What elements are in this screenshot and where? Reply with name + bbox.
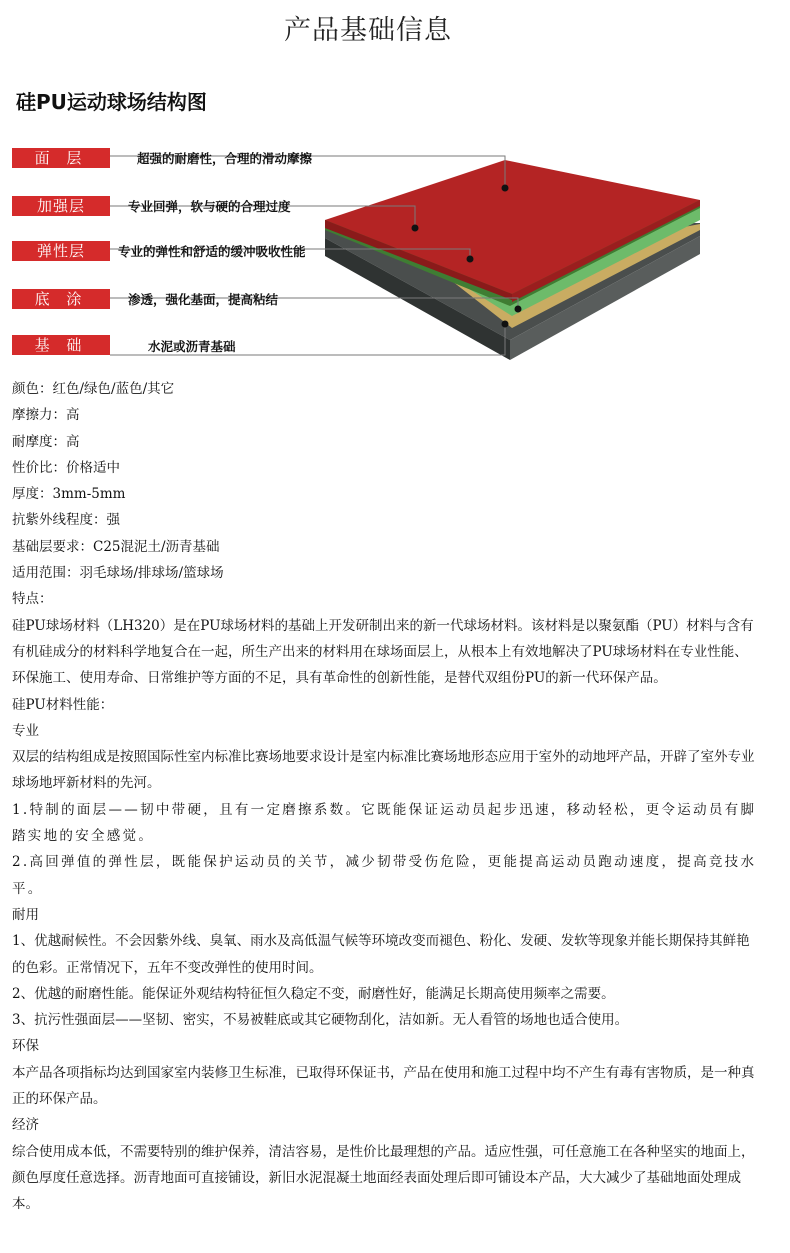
layer-label-primer: 底 涂 (12, 289, 110, 309)
features-intro: 硅PU球场材料（LH320）是在PU球场材料的基础上开发研制出来的新一代球场材料。该材料是以聚氨酯（PU）材料与含有有机硅成分的材料科学地复合在一起，所生产出来的材料用在球场面层上，从根本上有效地解决了PU球场材料在专业性能、环保施工、使用寿命、日常维护等方面的不足，具有革命性的创新性能，是替代双组份PU的新一代环保产品。 (12, 617, 754, 687)
durable-item-2: 2、优越的耐磨性能。能保证外观结构特征恒久稳定不变，耐磨性好，能满足长期高使用频率之需要。 (12, 985, 615, 1002)
professional-heading: 专业 (12, 722, 39, 739)
spec-friction: 摩擦力：高 (12, 407, 80, 424)
product-description (12, 376, 757, 1218)
layer-desc-elastic: 专业的弹性和舒适的缓冲吸收性能 (118, 244, 306, 259)
layer-desc-surface: 超强的耐磨性，合理的滑动摩擦 (137, 151, 313, 166)
spec-wear: 耐摩度：高 (12, 433, 80, 450)
professional-item-1: 1.特制的面层——韧中带硬，且有一定磨擦系数。它既能保证运动员起步迅速，移动轻松，更令运动员有脚踏实地的安全感觉。 (12, 801, 757, 845)
layer-label-base: 基 础 (12, 335, 110, 355)
spec-uv: 抗紫外线程度：强 (12, 512, 120, 529)
layer-label-reinforcement: 加强层 (12, 196, 110, 216)
economy-heading: 经济 (12, 1117, 39, 1134)
layer-label-surface: 面 层 (12, 148, 110, 168)
professional-item-2: 2.高回弹值的弹性层，既能保护运动员的关节，减少韧带受伤危险，更能提高运动员跑动速度，提高竞技水平。 (12, 854, 757, 897)
economy-text: 综合使用成本低，不需要特别的维护保养，清洁容易，是性价比最理想的产品。适应性强，可任意施工在各种坚实的地面上，颜色厚度任意选择。沥青地面可直接铺设，新旧水泥混凝土地面经表面处理后即可铺设本产品，大大减少了基础地面处理成本。 (12, 1143, 755, 1213)
spec-color: 颜色：红色/绿色/蓝色/其它 (12, 381, 175, 397)
layer-label-elastic: 弹性层 (12, 241, 110, 261)
durable-item-1: 1、优越耐候性。不会因紫外线、臭氧、雨水及高低温气候等环境改变而褪色、粉化、发硬、发软等现象并能长期保持其鲜艳的色彩。正常情况下，五年不变改弹性的使用时间。 (12, 933, 750, 976)
durable-heading: 耐用 (12, 906, 39, 923)
section-title: 硅PU运动球场结构图 (16, 90, 207, 114)
durable-item-3: 3、抗污性强面层——坚韧、密实，不易被鞋底或其它硬物刮化，洁如新。无人看管的场地也适合使用。 (12, 1012, 629, 1029)
features-heading: 特点： (12, 591, 53, 608)
layer-desc-base: 水泥或沥青基础 (148, 339, 236, 354)
spec-base-requirement: 基础层要求：C25混泥土/沥青基础 (12, 538, 220, 555)
structure-diagram (0, 128, 790, 378)
performance-heading: 硅PU材料性能： (12, 696, 114, 713)
spec-application: 适用范围：羽毛球场/排球场/篮球场 (12, 565, 224, 582)
eco-heading: 环保 (12, 1038, 39, 1055)
eco-text: 本产品各项指标均达到国家室内装修卫生标准，已取得环保证书，产品在使用和施工过程中均不产生有毒有害物质，是一种真正的环保产品。 (12, 1064, 755, 1108)
layer-desc-primer: 渗透，强化基面，提高粘结 (128, 292, 279, 307)
layer-desc-reinforcement: 专业回弹，软与硬的合理过度 (128, 199, 291, 214)
spec-value: 性价比：价格适中 (12, 459, 120, 476)
page-title: 产品基础信息 (284, 15, 452, 46)
spec-thickness: 厚度：3mm-5mm (12, 486, 126, 503)
professional-text: 双层的结构组成是按照国际性室内标准比赛场地要求设计是室内标准比赛场地形态应用于室外的动地坪产品，开辟了室外专业球场地坪新材料的先河。 (12, 749, 755, 792)
